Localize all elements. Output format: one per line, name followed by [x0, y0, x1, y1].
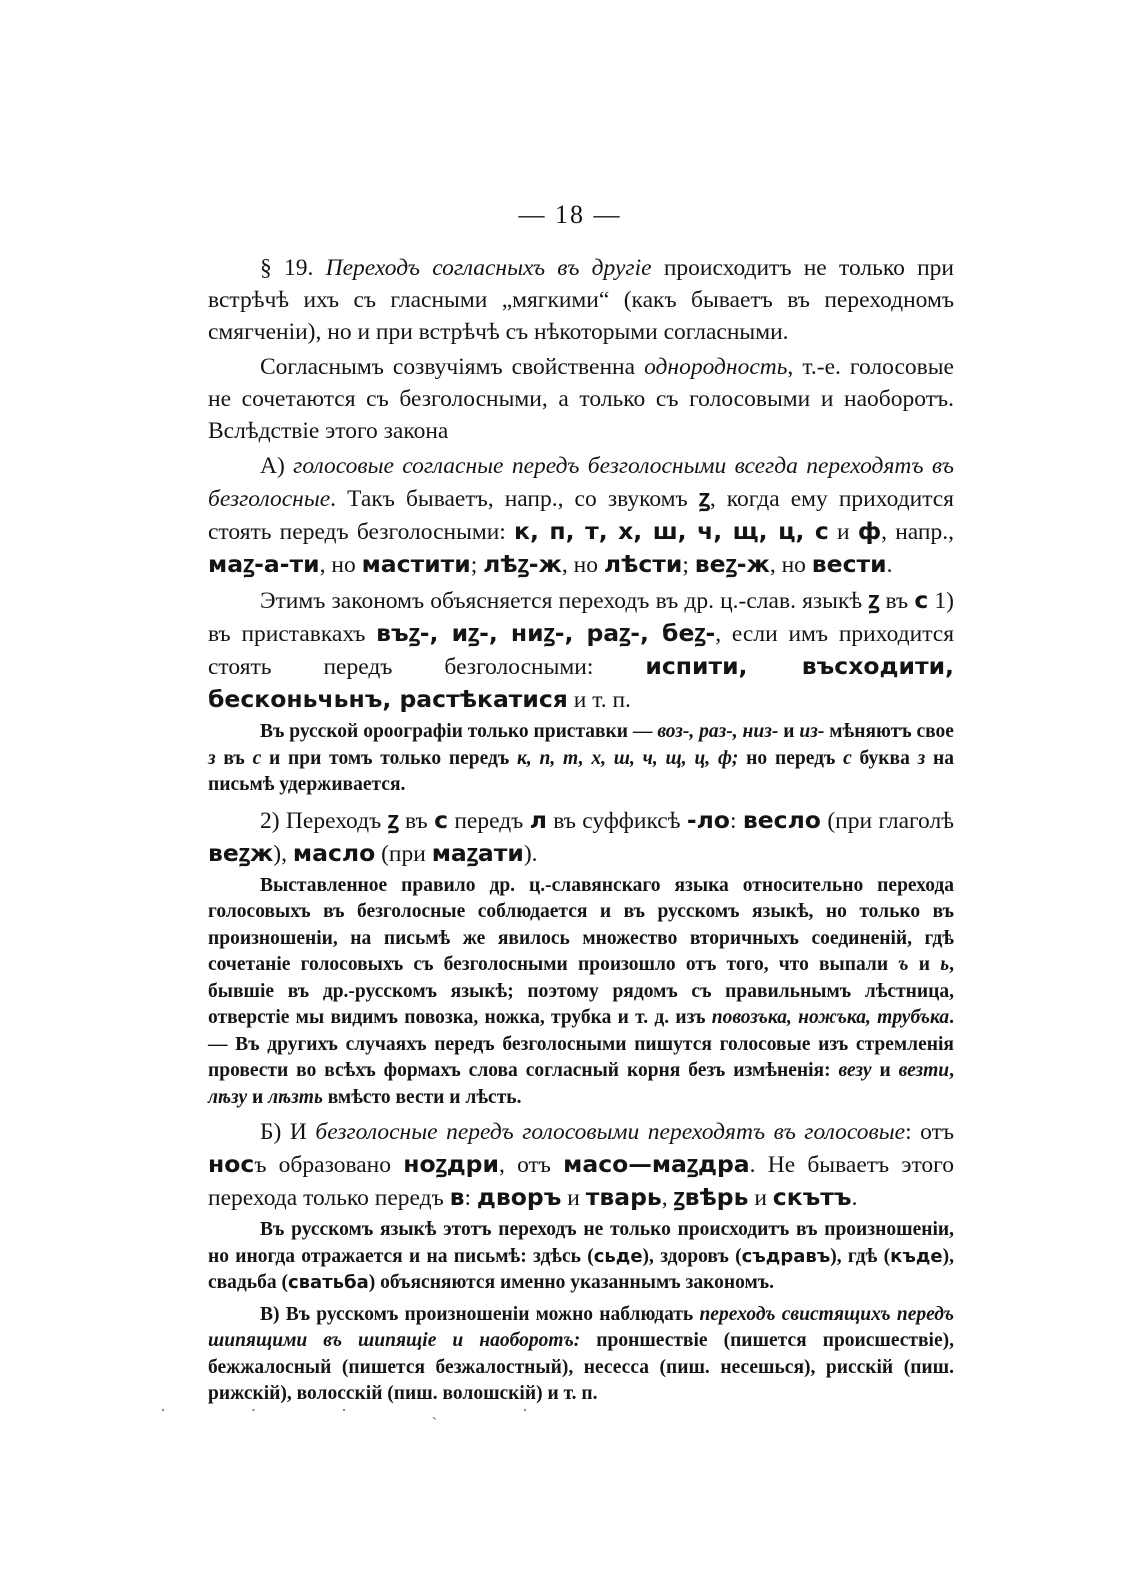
scan-specks: · · · ˏ ·	[160, 1400, 568, 1420]
paragraph-rule-b: Б) И безголосные передъ голосовыми переходятъ въ голосовые: отъ носъ образовано ноꙁдри, отъ масо—маꙁдра. Не бываетъ этого перехода только передъ в: дворъ и тварь, ꙁвѣрь и скътъ.	[208, 1119, 955, 1211]
paragraph-russian-examples: Въ русскомъ языкѣ этотъ переходъ не только происходитъ въ произношеніи, но иногда отражается и на письмѣ: здѣсь (сьде), здоровъ (съдравъ), гдѣ (къде), свадьба (сватьба) объясняются именно указаннымъ закономъ.	[208, 1219, 955, 1293]
text-body	[208, 252, 954, 1413]
paragraph-rule-note: Выставленное правило др. ц.-славянскаго языка относительно перехода голосовыхъ въ безголосные соблюдается и въ русскомъ языкѣ, но только въ произношеніи, на письмѣ же явилось множество вторичныхъ соединеній, гдѣ сочетаніе голосовыхъ съ безголосными произошло отъ того, что выпали ъ и ь, бывшіе въ др.-русскомъ языкѣ; поэтому рядомъ съ правильнымъ лѣстница, отверстіе мы видимъ повозка, ножка, трубка и т. д. изъ повозъка, ножъка, трубъка. — Въ другихъ случаяхъ передъ безголосными пишутся голосовые изъ стремленія провести во всѣхъ формахъ слова согласный корня безъ измѣненія: везу и везти, лѣзу и лѣзть вмѣсто вести и лѣсть.	[208, 874, 955, 1108]
paragraph-rule-a: А) голосовые согласные передъ безголосными всегда переходятъ въ безголосные. Такъ бываетъ, напр., со звукомъ ꙁ, когда ему приходится стоять передъ безголосными: к, п, т, х, ш, ч, щ, ц, с и ф, напр., маꙁ-а-ти, но мастити; лѣꙁ-ж, но лѣсти; веꙁ-ж, но вести.	[208, 453, 954, 578]
paragraph-consonant-harmony: Согласнымъ созвучіямъ свойственна однородность, т.-е. голосовые не сочетаются съ безголосными, а только съ голосовыми и наоборотъ. Вслѣдствіе этого закона	[208, 354, 954, 444]
page-number: — 18 —	[518, 200, 622, 229]
paragraph-19: § 19. Переходъ согласныхъ въ другіе происходитъ не только при встрѣчѣ ихъ съ гласными „мягкими“ (какъ бываетъ въ переходномъ смягченіи), но и при встрѣчѣ съ нѣкоторыми согласными.	[208, 255, 954, 345]
paragraph-suffix-lo: 2) Переходъ ꙁ въ с передъ л въ суффиксѣ -ло: весло (при глаголѣ веꙁж), масло (при маꙁати).	[208, 805, 954, 867]
paragraph-prefixes: Этимъ закономъ объясняется переходъ въ др. ц.-слав. языкѣ ꙁ въ с 1) въ приставкахъ въꙁ-, иꙁ-, ниꙁ-, раꙁ-, беꙁ-, если имъ приходится стоять передъ безголосными: испити, въсходити, бесконьчьнъ, растѣкатися и т. п.	[208, 586, 954, 713]
paragraph-russian-orthography: Въ русской ороографіи только приставки — воз-, раз-, низ- и из- мѣняютъ свое з въ с и при томъ только передъ к, п, т, х, ш, ч, щ, ц, ф; но передъ с буква з на письмѣ удерживается.	[208, 721, 954, 795]
paragraph-rule-v: В) Въ русскомъ произношеніи можно наблюдать переходъ свистящихъ передъ шипящими въ шипящіе и наоборотъ: проншествіе (пишется происшествіе), бежжалосный (пишется безжалостный), несесса (пиш. несешься), рисскій (пиш. рижскій), волосскій (пиш. волошскій) и т. п.	[208, 1303, 954, 1404]
